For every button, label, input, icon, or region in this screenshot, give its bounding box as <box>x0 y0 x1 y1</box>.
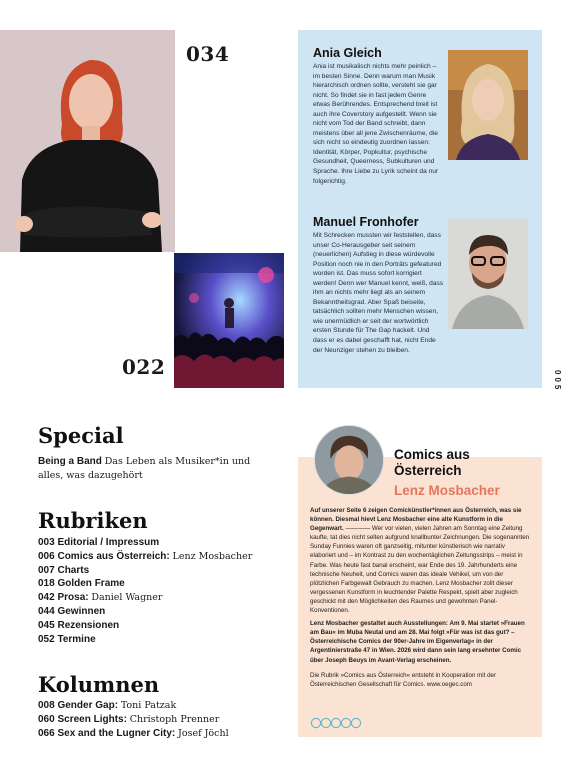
page-folio: 005 <box>553 370 562 393</box>
contributor-bio: Ania ist musikalisch nichts mehr peinlich – im besten Sinne. Denn warum man Musik hierarchisch ordnen sollte, versteht sie gar nicht. So findet sie in fast jedem Genre etwas Berührendes. Entsprechend breit ist auch ihre Coverstory aufgestellt. Wenn sie nicht vom Tod der Band schreibt, dann meistens über all jene Zwischenräume, die sich nicht so eindeutig zuordnen lassen: Identität, Körper, Popkultur, psychische Gesundheit, Queerness, Subkulturen und Sprache. Ihre Liebe zu Lyrik scheint da nur folgerichtig. <box>313 63 439 185</box>
toc-title: Prosa: <box>57 592 89 604</box>
comics-exhibition: Lenz Mosbacher gestaltet auch Ausstellungen: Am 9. Mai startet »Frauen am Bau« im Muba Neutal und am 28. Mai folgt »Für was ist das gut? – Österreichische Comics der 90er-Jahre im Eigenverlag« in der Argentinierstraße 47 in Wien. 2026 wird dann sein lang ersehnter Comic über Joseph Beuys im Avant-Verlag erscheinen. <box>310 620 525 664</box>
toc-item <box>38 577 252 591</box>
comics-title <box>394 447 470 479</box>
toc-title: Screen Lights: <box>57 713 127 725</box>
toc-author: Lenz Mosbacher <box>172 550 253 562</box>
toc-item <box>38 591 252 605</box>
toc-title: Termine <box>57 633 96 645</box>
toc-title: Gewinnen <box>57 605 106 617</box>
toc-item <box>38 550 252 564</box>
comics-paragraph <box>310 619 532 664</box>
toc-item <box>38 536 252 550</box>
comics-author: Lenz Mosbacher <box>394 483 500 498</box>
special-lead <box>38 455 278 483</box>
rubriken-list <box>38 536 252 646</box>
toc-page-number: 006 <box>38 550 55 562</box>
kolumnen-heading: Kolumnen <box>38 672 160 697</box>
contributor-photo <box>448 219 528 329</box>
toc-title: Gender Gap: <box>57 700 119 711</box>
toc-item <box>38 699 229 713</box>
toc-author: Christoph Prenner <box>129 713 220 725</box>
toc-page-number: 018 <box>38 578 55 590</box>
oegec-logo <box>310 716 362 728</box>
toc-title: Comics aus Österreich: <box>57 550 170 562</box>
concert-photo <box>174 253 284 388</box>
toc-title: Golden Frame <box>57 578 125 590</box>
comics-title-line: Österreich <box>394 463 462 478</box>
kolumnen-list <box>38 699 229 740</box>
comics-intro: Auf unserer Seite 6 zeigen Comickünstler*innen aus Österreich, was sie können. Diesmal hievt Lenz Mosbacher eine alte Kunstform in die Gegenwart. <box>310 507 522 533</box>
toc-author: Josef Jöchl <box>178 727 229 739</box>
toc-item <box>38 727 229 741</box>
artist-avatar <box>314 425 384 495</box>
toc-page-number: 042 <box>38 592 55 604</box>
toc-page-number: 003 <box>38 537 55 548</box>
toc-page-number: 045 <box>38 619 55 631</box>
contributor-name: Ania Gleich <box>313 46 382 60</box>
toc-page-number: 052 <box>38 633 55 645</box>
toc-title: Charts <box>57 564 90 576</box>
toc-item <box>38 619 252 633</box>
toc-author: Daniel Wagner <box>91 592 163 604</box>
teaser-page-number: 022 <box>122 355 166 379</box>
toc-item <box>38 633 252 647</box>
special-lead-title: Being a Band <box>38 456 102 467</box>
contributor-name: Manuel Fronhofer <box>313 215 419 229</box>
toc-item <box>38 564 252 578</box>
toc-author: Toni Patzak <box>120 700 177 711</box>
cover-portrait-photo <box>0 30 175 252</box>
toc-item <box>38 713 229 727</box>
comics-paragraph <box>310 506 532 615</box>
comics-article <box>310 506 532 693</box>
toc-item <box>38 605 252 619</box>
contributor-bio: Mit Schrecken mussten wir feststellen, dass unser Co-Herausgeber seit seinem (neuerlichen) Aufstieg in diese würdevolle Position noch nie in den Porträts gefeatured worden ist. Das muss sofort korrigiert werden! Denn wer Manuel kennt, weiß, dass ihm an nichts mehr liegt als an seinem Bekanntheitsgrad. Aber Spaß beiseite, tatsächlich sollten mehr Menschen wissen, wie unermüdlich er seit der wortwörtlich ersten Stunde für The Gap hackelt. Und dass er es dabei geschafft hat, nicht Ende der Neunziger stehen zu bleiben. <box>313 232 444 354</box>
toc-title: Rezensionen <box>57 619 120 631</box>
toc-title: Sex and the Lugner City: <box>57 727 176 739</box>
toc-page-number: 066 <box>38 727 55 739</box>
special-lead-text: Das Leben als Musiker*in und alles, was dazugehört <box>38 456 251 481</box>
comics-title-line: Comics aus <box>394 447 470 462</box>
toc-page-number: 008 <box>38 700 55 711</box>
toc-page-number: 060 <box>38 713 55 725</box>
toc-page-number: 044 <box>38 605 55 617</box>
comics-body-text: ———— Wer vor vielen, vielen Jahren am Sonntag eine Zeitung kaufte, tat dies nicht selten aufgrund knallbunter Zeichnungen. Die sogenannten Sunday Funnies waren oft ganzseitig, mitunter künstlerisch wie narrativ elaboriert und – im Kontrast zu den wochentäglichen Zeitungsstrips – meist in Farbe. Was heute fast banal erscheint, war Ende des 19. Jahrhunderts eine technische Neuheit, und Comics waren das ideale Vehikel, um von der plötzlichen Farbgewalt Gebrauch zu machen. Lenz Mosbacher zollt dieser vergessenen Kunstform in leuchtender Palette Respekt, spielt aber zugleich geschickt mit den Möglichkeiten des Raumes und gewohnten Panel-Konventionen. <box>310 525 530 615</box>
contributor-photo <box>448 50 528 160</box>
comics-footer: Die Rubrik »Comics aus Österreich« entsteht in Kooperation mit der Österreichischen Gesellschaft für Comics. www.oegec.com <box>310 671 497 688</box>
special-heading: Special <box>38 423 124 448</box>
rubriken-heading: Rubriken <box>38 508 148 533</box>
toc-title: Editorial / Impressum <box>57 537 160 548</box>
teaser-page-number: 034 <box>186 42 230 66</box>
toc-page-number: 007 <box>38 564 55 576</box>
